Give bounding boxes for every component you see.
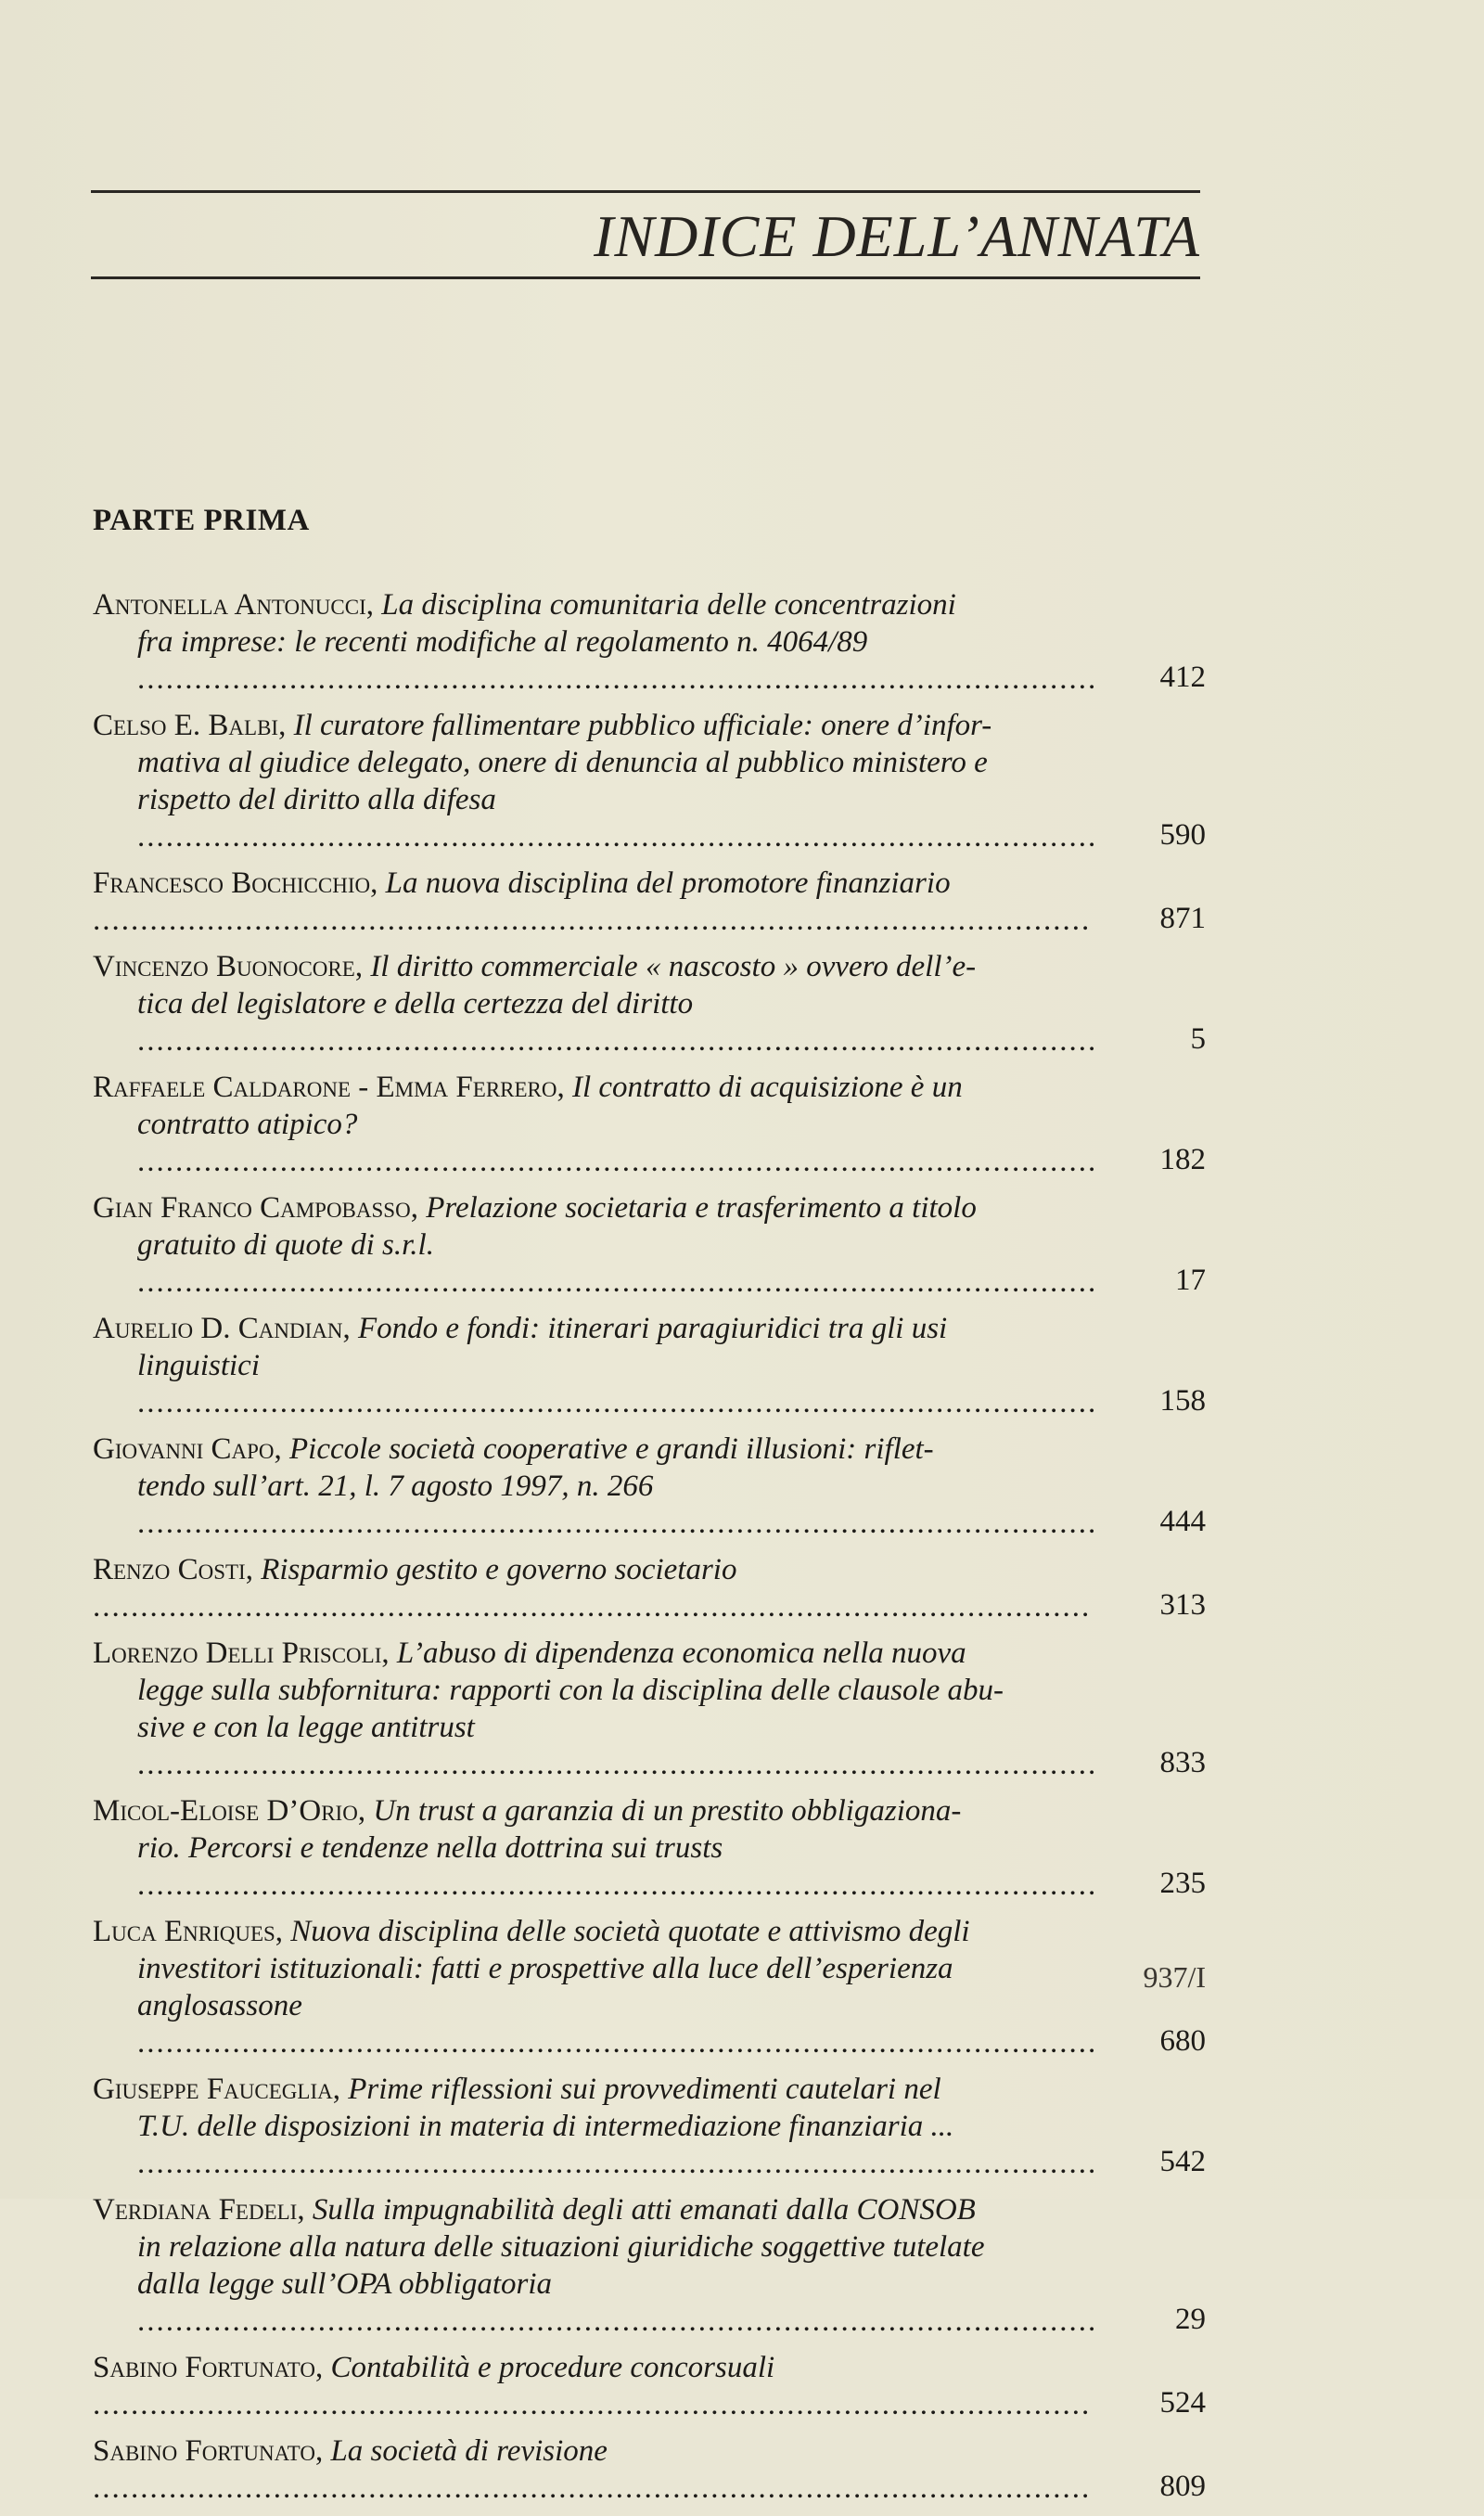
dot-leader: ..................................................................................................... — [137, 1024, 1098, 1058]
entry-author: Micol-Eloise D’Orio — [93, 1794, 358, 1828]
entry-title-text: L’abuso di dipendenza economica nella nuova — [396, 1637, 966, 1670]
index-entries-list — [93, 586, 1206, 2516]
index-entry — [93, 2071, 1206, 2182]
entry-title-text: sive e con la legge antitrust — [137, 1711, 475, 1744]
entry-page-number: 524 — [1159, 2386, 1206, 2420]
dot-leader: ......................................................................................................... — [93, 2471, 1092, 2505]
entry-page-number: 871 — [1159, 902, 1206, 935]
entry-line — [93, 1829, 1099, 1904]
entry-page-number: 412 — [1159, 661, 1206, 694]
index-entry — [93, 2191, 1206, 2340]
entry-author: Raffaele Caldarone - Emma Ferrero — [93, 1071, 557, 1104]
entry-title-text: Il curatore fallimentare pubblico ufficiale: onere d’infor- — [293, 709, 992, 742]
entry-line: Luca Enriques, Nuova disciplina delle società quotate e attivismo degli — [93, 1915, 970, 1948]
dot-leader: ..................................................................................................... — [137, 1507, 1098, 1540]
index-entry — [93, 865, 1206, 939]
entry-author: Sabino Fortunato — [93, 2434, 315, 2468]
entry-line — [93, 1226, 1099, 1301]
entry-page-number: 182 — [1159, 1143, 1206, 1176]
entry-title-text: Nuova disciplina delle società quotate e attivismo degli — [290, 1915, 970, 1948]
entry-title-text: in relazione alla natura delle situazioni giuridiche soggettive tutelate — [137, 2230, 985, 2264]
entry-line: Verdiana Fedeli, Sulla impugnabilità degli atti emanati dalla CONSOB — [93, 2193, 976, 2227]
entry-line — [93, 985, 1099, 1059]
entry-line: Renzo Costi, Risparmio gestito e governo societario ......................................................................................................... — [93, 1553, 1092, 1624]
section-heading: PARTE PRIMA — [93, 504, 310, 537]
entry-line: Vincenzo Buonocore, Il diritto commerciale « nascosto » ovvero dell’e- — [93, 950, 977, 983]
entry-title-text: T.U. delle disposizioni in materia di intermediazione finanziaria ... — [137, 2110, 954, 2143]
index-entry — [93, 948, 1206, 1059]
entry-author: Francesco Bochicchio — [93, 866, 371, 900]
entry-title-text: Prime riflessioni sui provvedimenti cautelari nel — [348, 2073, 941, 2106]
entry-title-text: dalla legge sull’OPA obbligatoria — [137, 2267, 553, 2301]
index-entry — [93, 2433, 1206, 2507]
entry-title-text: fra imprese: le recenti modifiche al regolamento n. 4064/89 — [137, 625, 868, 659]
dot-leader: ..................................................................................................... — [137, 1145, 1098, 1178]
entry-author: Giuseppe Fauceglia — [93, 2073, 333, 2106]
entry-page-number: 17 — [1175, 1264, 1206, 1297]
entry-title-text: legge sulla subfornitura: rapporti con la disciplina delle clausole abu- — [137, 1674, 1004, 1707]
entry-author: Vincenzo Buonocore — [93, 950, 355, 983]
entry-title-text: La società di revisione — [330, 2434, 608, 2468]
entry-title-text: La disciplina comunitaria delle concentrazioni — [381, 588, 956, 622]
entry-line — [93, 781, 1099, 855]
entry-page-number: 542 — [1159, 2145, 1206, 2178]
entry-line: Micol-Eloise D’Orio, Un trust a garanzia di un prestito obbligaziona- — [93, 1794, 962, 1828]
entry-line — [93, 2266, 1099, 2340]
entry-line: Giuseppe Fauceglia, Prime riflessioni sui provvedimenti cautelari nel — [93, 2073, 941, 2106]
dot-leader: ..................................................................................................... — [137, 1386, 1098, 1419]
entry-page-number: 313 — [1159, 1588, 1206, 1622]
dot-leader: ......................................................................................................... — [93, 904, 1092, 937]
entry-author: Sabino Fortunato — [93, 2351, 315, 2384]
entry-title-text: investitori istituzionali: fatti e prospettive alla luce dell’esperienza — [137, 1952, 953, 1985]
dot-leader: ..................................................................................................... — [137, 662, 1098, 696]
entry-line: Antonella Antonucci, La disciplina comunitaria delle concentrazioni — [93, 588, 956, 622]
entry-line: Sabino Fortunato, La società di revisione ......................................................................................................... — [93, 2434, 1092, 2505]
entry-title-text: gratuito di quote di s.r.l. — [137, 1228, 434, 1262]
header-rule-bottom — [91, 276, 1200, 279]
page-folio: 937/I — [1143, 1960, 1206, 1994]
entry-page-number: 444 — [1159, 1505, 1206, 1538]
entry-title-text: Contabilità e procedure concorsuali — [330, 2351, 775, 2384]
dot-leader: ..................................................................................................... — [137, 2304, 1098, 2338]
entry-title-text: anglosassone — [137, 1989, 302, 2022]
entry-author: Renzo Costi — [93, 1553, 246, 1586]
entry-author: Gian Franco Campobasso — [93, 1191, 411, 1225]
index-entry — [93, 586, 1206, 698]
index-entry — [93, 1310, 1206, 1421]
entry-page-number: 29 — [1175, 2303, 1206, 2336]
entry-author: Aurelio D. Candian — [93, 1312, 343, 1345]
dot-leader: ..................................................................................................... — [137, 2147, 1098, 2180]
entry-title-text: rio. Percorsi e tendenze nella dottrina sui trusts — [137, 1831, 723, 1865]
page-title: INDICE DELL’ANNATA — [594, 203, 1200, 269]
entry-title-text: rispetto del diritto alla difesa — [137, 783, 496, 816]
entry-line: Raffaele Caldarone - Emma Ferrero, Il contratto di acquisizione è un — [93, 1071, 963, 1104]
entry-line — [93, 744, 1099, 781]
entry-line — [93, 1950, 1099, 1987]
index-entry — [93, 707, 1206, 855]
dot-leader: ..................................................................................................... — [137, 1748, 1098, 1781]
entry-line — [93, 2108, 1099, 2182]
entry-line: Lorenzo Delli Priscoli, L’abuso di dipendenza economica nella nuova — [93, 1637, 966, 1670]
dot-leader: ..................................................................................................... — [137, 1265, 1098, 1299]
index-entry — [93, 1069, 1206, 1180]
entry-line — [93, 1672, 1099, 1709]
entry-title-text: contratto atipico? — [137, 1108, 358, 1141]
entry-line: Francesco Bochicchio, La nuova disciplina del promotore finanziario ......................................................................................................... — [93, 866, 1092, 937]
entry-line: Sabino Fortunato, Contabilità e procedure concorsuali ......................................................................................................... — [93, 2351, 1092, 2421]
index-entry — [93, 1189, 1206, 1301]
entry-line: Aurelio D. Candian, Fondo e fondi: itinerari paragiuridici tra gli usi — [93, 1312, 948, 1345]
entry-page-number: 809 — [1159, 2470, 1206, 2503]
entry-author: Celso E. Balbi — [93, 709, 279, 742]
entry-line — [93, 2228, 1099, 2266]
entry-author: Luca Enriques — [93, 1915, 275, 1948]
dot-leader: ......................................................................................................... — [93, 1590, 1092, 1624]
index-entry — [93, 1431, 1206, 1542]
entry-title-text: Fondo e fondi: itinerari paragiuridici tra gli usi — [357, 1312, 948, 1345]
entry-title-text: tica del legislatore e della certezza del diritto — [137, 987, 694, 1021]
entry-line — [93, 1468, 1099, 1542]
header-rule-top — [91, 190, 1200, 193]
dot-leader: ......................................................................................................... — [93, 2388, 1092, 2421]
index-entry — [93, 1913, 1206, 2061]
index-entry — [93, 1551, 1206, 1625]
entry-title-text: Il contratto di acquisizione è un — [572, 1071, 963, 1104]
entry-line — [93, 1347, 1099, 1421]
entry-title-text: Piccole società cooperative e grandi illusioni: riflet- — [289, 1432, 934, 1466]
entry-author: Verdiana Fedeli — [93, 2193, 298, 2227]
entry-author: Lorenzo Delli Priscoli — [93, 1637, 382, 1670]
entry-title-text: tendo sull’art. 21, l. 7 agosto 1997, n. 266 — [137, 1470, 654, 1503]
dot-leader: ..................................................................................................... — [137, 2026, 1098, 2060]
entry-line — [93, 1987, 1099, 2061]
entry-title-text: linguistici — [137, 1349, 260, 1382]
entry-page-number: 590 — [1159, 818, 1206, 852]
index-entry — [93, 1635, 1206, 1783]
entry-page-number: 5 — [1190, 1022, 1206, 1056]
entry-title-text: Risparmio gestito e governo societario — [261, 1553, 737, 1586]
entry-line — [93, 1709, 1099, 1783]
dot-leader: ..................................................................................................... — [137, 1868, 1098, 1902]
entry-page-number: 680 — [1159, 2024, 1206, 2058]
entry-line: Celso E. Balbi, Il curatore fallimentare pubblico ufficiale: onere d’infor- — [93, 709, 992, 742]
entry-author: Antonella Antonucci — [93, 588, 366, 622]
entry-title-text: Il diritto commerciale « nascosto » ovvero dell’e- — [370, 950, 977, 983]
entry-line — [93, 1106, 1099, 1180]
entry-title-text: Prelazione societaria e trasferimento a titolo — [426, 1191, 977, 1225]
entry-title-text: Sulla impugnabilità degli atti emanati dalla CONSOB — [312, 2193, 976, 2227]
entry-line — [93, 623, 1099, 698]
index-entry — [93, 1792, 1206, 1904]
entry-page-number: 235 — [1159, 1867, 1206, 1900]
entry-line: Gian Franco Campobasso, Prelazione societaria e trasferimento a titolo — [93, 1191, 977, 1225]
entry-title-text: mativa al giudice delegato, onere di denuncia al pubblico ministero e — [137, 746, 988, 779]
index-entry — [93, 2349, 1206, 2423]
entry-title-text: Un trust a garanzia di un prestito obbligaziona- — [373, 1794, 962, 1828]
entry-author: Giovanni Capo — [93, 1432, 275, 1466]
entry-line: Giovanni Capo, Piccole società cooperative e grandi illusioni: riflet- — [93, 1432, 934, 1466]
entry-page-number: 158 — [1159, 1384, 1206, 1418]
entry-page-number: 833 — [1159, 1746, 1206, 1779]
dot-leader: ..................................................................................................... — [137, 820, 1098, 854]
entry-title-text: La nuova disciplina del promotore finanziario — [385, 866, 951, 900]
